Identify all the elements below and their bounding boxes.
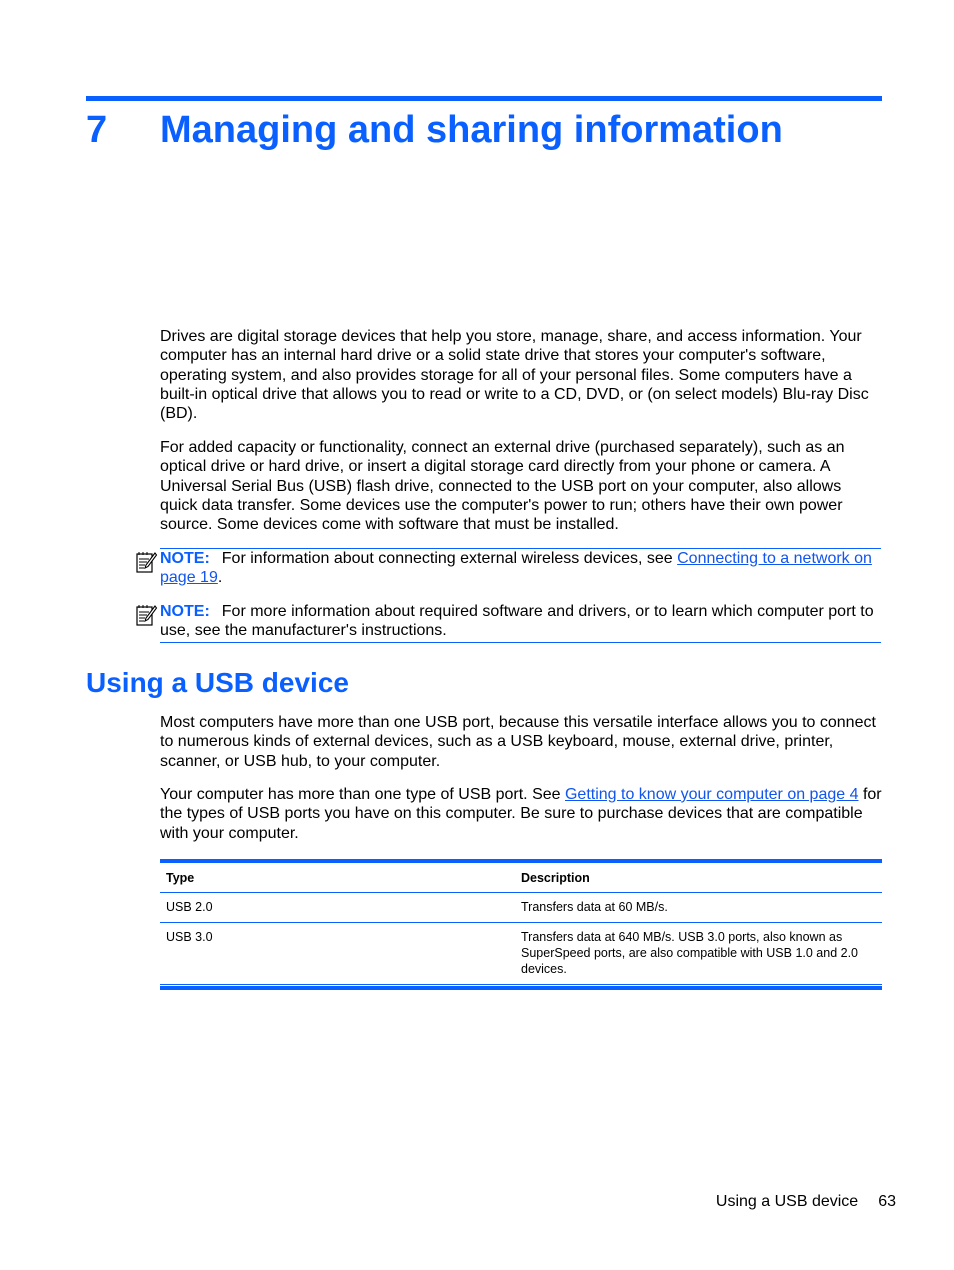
usb-paragraph-1: Most computers have more than one USB port, because this versatile interface allows you to connect to numerous kinds of external devices, such as a USB keyboard, mouse, external drive, printer, scanner, or USB hub, to your computer. [160, 714, 876, 770]
table-header [160, 863, 882, 893]
intro-paragraph-1: Drives are digital storage devices that help you store, manage, share, and access information. Your computer has an internal hard drive or a solid state drive that stores your computer's software, operating system, and also provides storage for all of your personal files. Some computers have a built-in optical drive that allows you to read or write to a CD, DVD, or (on select models) Blu-ray Disc (BD). [160, 328, 869, 423]
header-description: Description [521, 870, 590, 885]
usb-paragraph-2-text: Your computer has more than one type of USB port. See [160, 786, 565, 803]
getting-to-know-link[interactable]: Getting to know your computer on page 4 [564, 786, 859, 803]
cell-description: Transfers data at 60 MB/s. [521, 900, 668, 914]
note-2 [160, 602, 882, 641]
table-row [160, 893, 882, 923]
note-label: NOTE: [160, 603, 210, 620]
cell-type: USB 3.0 [166, 930, 213, 944]
note-bottom-rule [160, 642, 881, 643]
table-bottom-rule [160, 986, 882, 990]
note-1-period: . [217, 569, 223, 587]
table-row [160, 923, 882, 985]
section-title: Using a USB device [86, 667, 349, 698]
note-icon [134, 551, 158, 575]
cell-type: USB 2.0 [166, 900, 213, 914]
footer-section: Using a USB device [715, 1193, 859, 1210]
note-1 [160, 549, 882, 588]
usb-paragraph-2-rest: for the types of USB ports you have on this computer. Be sure to purchase devices that are compatible with your computer. [160, 786, 882, 842]
note-label: NOTE: [160, 550, 210, 567]
chapter-title: Managing and sharing information [160, 109, 783, 151]
chapter-rule [86, 96, 882, 101]
usb-type-table [160, 859, 882, 990]
page-number: 63 [878, 1193, 896, 1210]
header-type: Type [166, 870, 195, 885]
cell-description: Transfers data at 640 MB/s. USB 3.0 ports, also known as SuperSpeed ports, are also compatible with USB 1.0 and 2.0 devices. [521, 930, 859, 976]
note-icon [134, 604, 158, 628]
page-footer [716, 1192, 896, 1212]
connecting-to-network-link[interactable]: Connecting to a network on page 19 [160, 550, 872, 587]
chapter-number: 7 [86, 109, 108, 151]
intro-paragraph-2: For added capacity or functionality, connect an external drive (purchased separately), such as an optical drive or hard drive, or insert a digital storage card directly from your phone or camera. A Universal Serial Bus (USB) flash drive, connected to the USB port on your computer, also allows quick data transfer. Some devices use the computer's power to run; others have their own power source. Some devices come with software that must be installed. [160, 439, 845, 534]
note-1-text: For information about connecting external wireless devices, see [221, 550, 678, 567]
usb-paragraph-2 [160, 785, 882, 843]
note-2-text: For more information about required software and drivers, or to learn which computer port to use, see the manufacturer's instructions. [160, 603, 874, 640]
